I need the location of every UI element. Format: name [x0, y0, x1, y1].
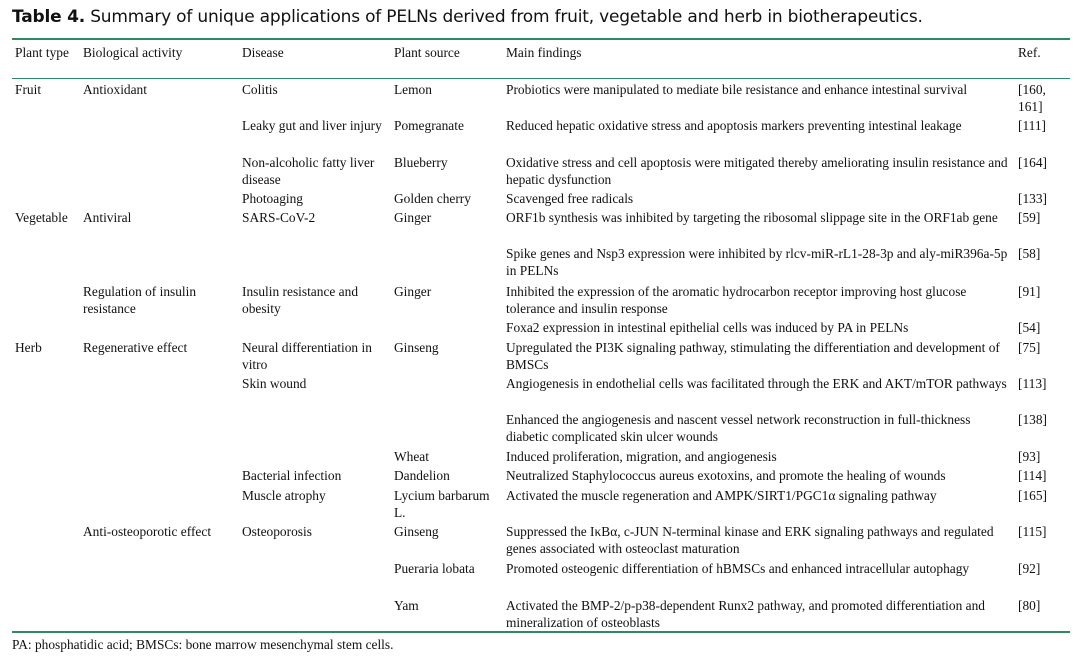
cell-disease: Muscle atrophy [242, 488, 326, 503]
header-findings: Main findings [506, 45, 582, 60]
table-label: Table 4. [12, 7, 86, 27]
cell-disease: Neural differentiation in vitro [242, 340, 372, 372]
cell-ref: [92] [1018, 561, 1041, 576]
cell-findings: Reduced hepatic oxidative stress and apoptosis markers preventing intestinal leakage [506, 118, 962, 133]
cell-source: Blueberry [394, 155, 448, 170]
cell-source: Lemon [394, 82, 432, 97]
cell-ref: [165] [1018, 488, 1048, 503]
cell-source: Ginger [394, 210, 432, 225]
cell-disease: Osteoporosis [242, 524, 312, 539]
cell-type: Fruit [15, 82, 42, 97]
cell-disease: Insulin resistance and obesity [242, 284, 359, 316]
cell-findings: Upregulated the PI3K signaling pathway, stimulating the differentiation and development of BMSCs [506, 340, 1000, 372]
cell-findings: Induced proliferation, migration, and angiogenesis [506, 449, 777, 464]
cell-type: Herb [15, 340, 42, 355]
cell-activity: Regulation of insulin resistance [83, 284, 197, 316]
cell-findings: Activated the BMP-2/p-p38-dependent Runx2 pathway, and promoted differentiation and mineralization of osteoblasts [506, 598, 985, 630]
cell-ref: [59] [1018, 210, 1041, 225]
cell-findings: Angiogenesis in endothelial cells was facilitated through the ERK and AKT/mTOR pathways [506, 376, 1007, 391]
cell-source: Pomegranate [394, 118, 464, 133]
cell-ref: [80] [1018, 598, 1041, 613]
cell-source: Ginseng [394, 524, 439, 539]
cell-ref: [93] [1018, 449, 1041, 464]
cell-ref: [58] [1018, 246, 1041, 261]
cell-findings: Promoted osteogenic differentiation of hBMSCs and enhanced intracellular autophagy [506, 561, 970, 576]
cell-activity: Antiviral [83, 210, 132, 225]
cell-activity: Antioxidant [83, 82, 147, 97]
table-caption [12, 7, 923, 27]
cell-source: Lycium barbarum L. [394, 488, 490, 520]
cell-findings: Enhanced the angiogenesis and nascent vessel network reconstruction in full-thickness diabetic complicated skin ulcer wounds [506, 412, 971, 444]
cell-findings: Scavenged free radicals [506, 191, 634, 206]
cell-source: Ginseng [394, 340, 439, 355]
cell-source: Golden cherry [394, 191, 471, 206]
cell-ref: [114] [1018, 468, 1047, 483]
cell-activity: Regenerative effect [83, 340, 188, 355]
table-bottom-rule [12, 631, 1070, 633]
table-top-rule [12, 38, 1070, 40]
cell-disease: SARS-CoV-2 [242, 210, 316, 225]
header-source: Plant source [394, 45, 460, 60]
cell-source: Yam [394, 598, 419, 613]
header-ref: Ref. [1018, 45, 1041, 60]
cell-activity: Anti-osteoporotic effect [83, 524, 212, 539]
cell-findings: Suppressed the IκBα, c-JUN N-terminal kinase and ERK signaling pathways and regulated genes associated with osteoclast maturation [506, 524, 994, 556]
cell-findings: Neutralized Staphylococcus aureus exotoxins, and promote the healing of wounds [506, 468, 946, 483]
cell-disease: Leaky gut and liver injury [242, 118, 382, 133]
cell-disease: Skin wound [242, 376, 307, 391]
cell-source: Wheat [394, 449, 429, 464]
cell-ref: [160, 161] [1018, 82, 1046, 114]
cell-ref: [75] [1018, 340, 1041, 355]
cell-ref: [133] [1018, 191, 1048, 206]
cell-ref: [111] [1018, 118, 1047, 133]
cell-ref: [115] [1018, 524, 1047, 539]
table-footnote: PA: phosphatidic acid; BMSCs: bone marrow mesenchymal stem cells. [12, 637, 394, 652]
header-plant-type: Plant type [15, 45, 69, 60]
cell-disease: Bacterial infection [242, 468, 342, 483]
cell-findings: Inhibited the expression of the aromatic hydrocarbon receptor improving host glucose tolerance and insulin response [506, 284, 967, 316]
cell-ref: [54] [1018, 320, 1041, 335]
cell-source: Ginger [394, 284, 432, 299]
cell-findings: Spike genes and Nsp3 expression were inhibited by rlcv-miR-rL1-28-3p and aly-miR396a-5p in PELNs [506, 246, 1008, 278]
cell-ref: [113] [1018, 376, 1047, 391]
header-activity: Biological activity [83, 45, 183, 60]
cell-findings: Activated the muscle regeneration and AMPK/SIRT1/PGC1α signaling pathway [506, 488, 937, 503]
cell-findings: Foxa2 expression in intestinal epithelial cells was induced by PA in PELNs [506, 320, 909, 335]
cell-findings: ORF1b synthesis was inhibited by targeting the ribosomal slippage site in the ORF1ab gene [506, 210, 998, 225]
cell-findings: Probiotics were manipulated to mediate bile resistance and enhance intestinal survival [506, 82, 968, 97]
cell-disease: Non-alcoholic fatty liver disease [242, 155, 375, 187]
cell-type: Vegetable [15, 210, 68, 225]
cell-findings: Oxidative stress and cell apoptosis were mitigated thereby ameliorating insulin resistance and hepatic dysfunction [506, 155, 1008, 187]
cell-source: Dandelion [394, 468, 450, 483]
cell-ref: [91] [1018, 284, 1041, 299]
cell-disease: Photoaging [242, 191, 304, 206]
cell-disease: Colitis [242, 82, 278, 97]
cell-ref: [164] [1018, 155, 1048, 170]
cell-ref: [138] [1018, 412, 1048, 427]
header-disease: Disease [242, 45, 284, 60]
header-rule [12, 78, 1070, 79]
cell-source: Pueraria lobata [394, 561, 475, 576]
table-title: Summary of unique applications of PELNs derived from fruit, vegetable and herb in biotherapeutics. [85, 7, 923, 27]
